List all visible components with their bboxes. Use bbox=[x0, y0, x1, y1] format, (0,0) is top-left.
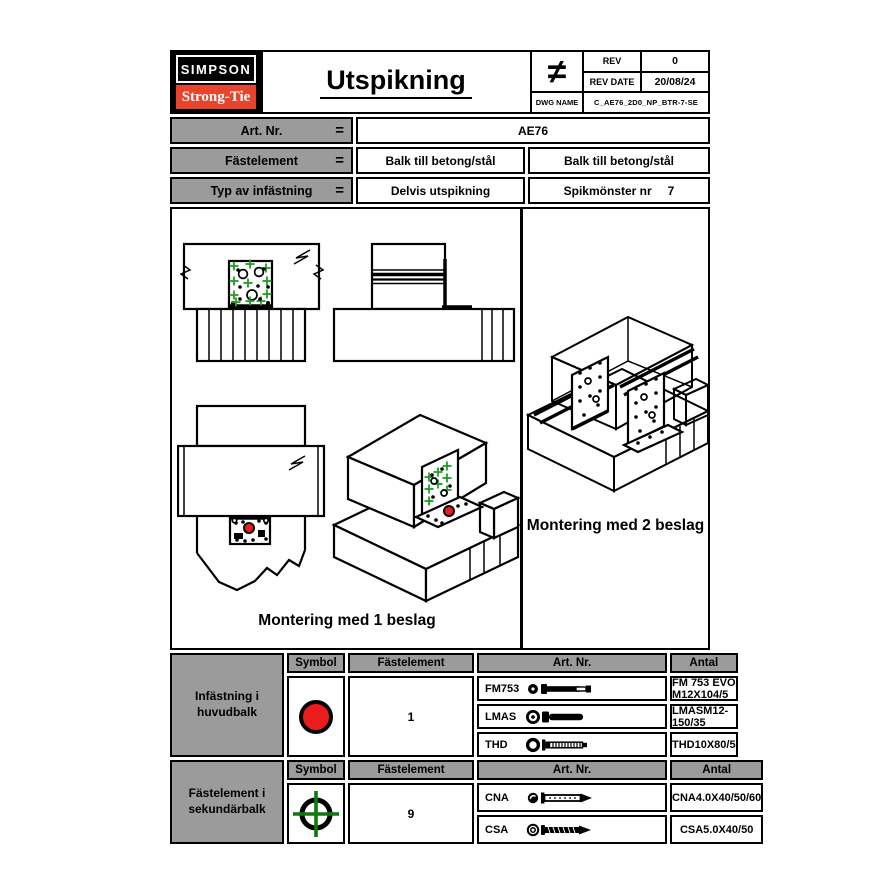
col-header-fastener: Fästelement bbox=[348, 653, 474, 673]
col-header-qty: Antal bbox=[670, 653, 738, 673]
info-row-typ-av-infastning bbox=[170, 177, 710, 204]
qty-main-beam: 1 bbox=[348, 676, 474, 757]
beam-break-line bbox=[197, 550, 305, 590]
rev-date-label: REV DATE bbox=[584, 73, 640, 92]
art-nr-fm753: FM 753 EVO M12X104/5 bbox=[670, 676, 738, 701]
anchor-lmas-icon bbox=[526, 708, 598, 726]
qty-secondary-beam: 9 bbox=[348, 783, 474, 844]
art-nr-label: Art. Nr. bbox=[240, 123, 283, 138]
fastener-row-cna bbox=[477, 783, 667, 812]
bracket-side-profile bbox=[442, 259, 472, 308]
art-nr-csa: CSA5.0X40/50 bbox=[670, 815, 763, 844]
front-view-anchor-drawing bbox=[177, 401, 329, 606]
isometric-one-bracket-drawing bbox=[330, 407, 522, 612]
fastelement-label-cell bbox=[170, 147, 353, 174]
art-nr-thd: THD10X80/5 bbox=[670, 732, 738, 757]
fastelement-value-right: Balk till betong/stål bbox=[528, 147, 710, 174]
bracket-plate-bottom bbox=[230, 518, 270, 544]
simpson-strongtie-logo bbox=[172, 52, 260, 112]
screw-thd-icon bbox=[526, 736, 598, 754]
col-header-symbol: Symbol bbox=[287, 653, 345, 673]
fastener-row-lmas bbox=[477, 704, 667, 729]
fastener-code: CSA bbox=[485, 823, 509, 836]
isometric-two-brackets-drawing bbox=[524, 291, 709, 501]
art-nr-cna: CNA4.0X40/50/60 bbox=[670, 783, 763, 812]
rev-value: 0 bbox=[642, 52, 708, 71]
main-beam-fastener-table bbox=[170, 653, 736, 757]
page-title: Utspikning bbox=[320, 65, 472, 99]
dwg-name-value: C_AE76_2D0_NP_BTR-7-SE bbox=[584, 93, 708, 112]
drawing-area bbox=[170, 207, 710, 650]
symbol-cell-main-beam bbox=[287, 676, 345, 757]
not-to-scale-icon: ≠ bbox=[532, 52, 582, 91]
sheet-header bbox=[170, 50, 710, 114]
caption-one-bracket: Montering med 1 beslag bbox=[258, 612, 436, 629]
bolt-fm753-icon bbox=[526, 680, 598, 698]
front-view-nail-pattern-drawing bbox=[180, 237, 324, 369]
red-dot-icon bbox=[299, 700, 333, 734]
secondary-beam-fastener-table bbox=[170, 760, 762, 844]
green-crosshair-icon bbox=[289, 787, 343, 841]
equals-icon: = bbox=[335, 152, 344, 169]
bracket-plate-front bbox=[229, 260, 272, 308]
equals-icon: = bbox=[335, 122, 344, 139]
fastelement-label: Fästelement bbox=[225, 153, 298, 168]
col-header-art-nr: Art. Nr. bbox=[477, 760, 667, 780]
spikmonster-label: Spikmönster nr bbox=[563, 183, 652, 198]
screw-csa-icon bbox=[526, 821, 598, 839]
red-anchor-marker bbox=[444, 506, 454, 516]
fastener-row-thd bbox=[477, 732, 667, 757]
revision-block bbox=[532, 52, 708, 112]
typ-value-left: Delvis utspikning bbox=[356, 177, 525, 204]
art-nr-label-cell bbox=[170, 117, 353, 144]
symbol-cell-secondary-beam bbox=[287, 783, 345, 844]
spikmonster-number: 7 bbox=[667, 183, 675, 198]
art-nr-lmas: LMASM12-150/35 bbox=[670, 704, 738, 729]
spikmonster-cell bbox=[528, 177, 710, 204]
info-row-art-nr bbox=[170, 117, 710, 144]
datasheet-document bbox=[170, 50, 762, 844]
fastener-row-fm753 bbox=[477, 676, 667, 701]
typ-label: Typ av infästning bbox=[210, 183, 313, 198]
caption-two-brackets: Montering med 2 beslag bbox=[526, 517, 705, 534]
art-nr-value: AE76 bbox=[356, 117, 710, 144]
fastener-row-csa bbox=[477, 815, 667, 844]
fastelement-value-left: Balk till betong/stål bbox=[356, 147, 525, 174]
col-header-qty: Antal bbox=[670, 760, 763, 780]
group-label-main-beam: Infästning i huvudbalk bbox=[170, 653, 284, 757]
logo-strongtie-text: Strong-Tie bbox=[176, 85, 256, 109]
col-header-art-nr: Art. Nr. bbox=[477, 653, 667, 673]
col-header-symbol: Symbol bbox=[287, 760, 345, 780]
rev-date-value: 20/08/24 bbox=[642, 73, 708, 92]
fastener-code: LMAS bbox=[485, 710, 517, 723]
sheet-title-cell bbox=[263, 52, 530, 112]
side-view-drawing bbox=[330, 237, 518, 367]
equals-icon: = bbox=[335, 182, 344, 199]
fastener-code: THD bbox=[485, 738, 508, 751]
col-header-fastener: Fästelement bbox=[348, 760, 474, 780]
fastener-code: FM753 bbox=[485, 682, 520, 695]
rev-label: REV bbox=[584, 52, 640, 71]
dwg-name-label: DWG NAME bbox=[532, 93, 582, 112]
nail-cna-icon bbox=[526, 789, 598, 807]
fastener-code: CNA bbox=[485, 791, 509, 804]
info-row-fastelement bbox=[170, 147, 710, 174]
logo-simpson-text: SIMPSON bbox=[176, 55, 256, 83]
red-anchor-marker bbox=[244, 523, 254, 533]
group-label-secondary-beam: Fästelement i sekundärbalk bbox=[170, 760, 284, 844]
typ-label-cell bbox=[170, 177, 353, 204]
